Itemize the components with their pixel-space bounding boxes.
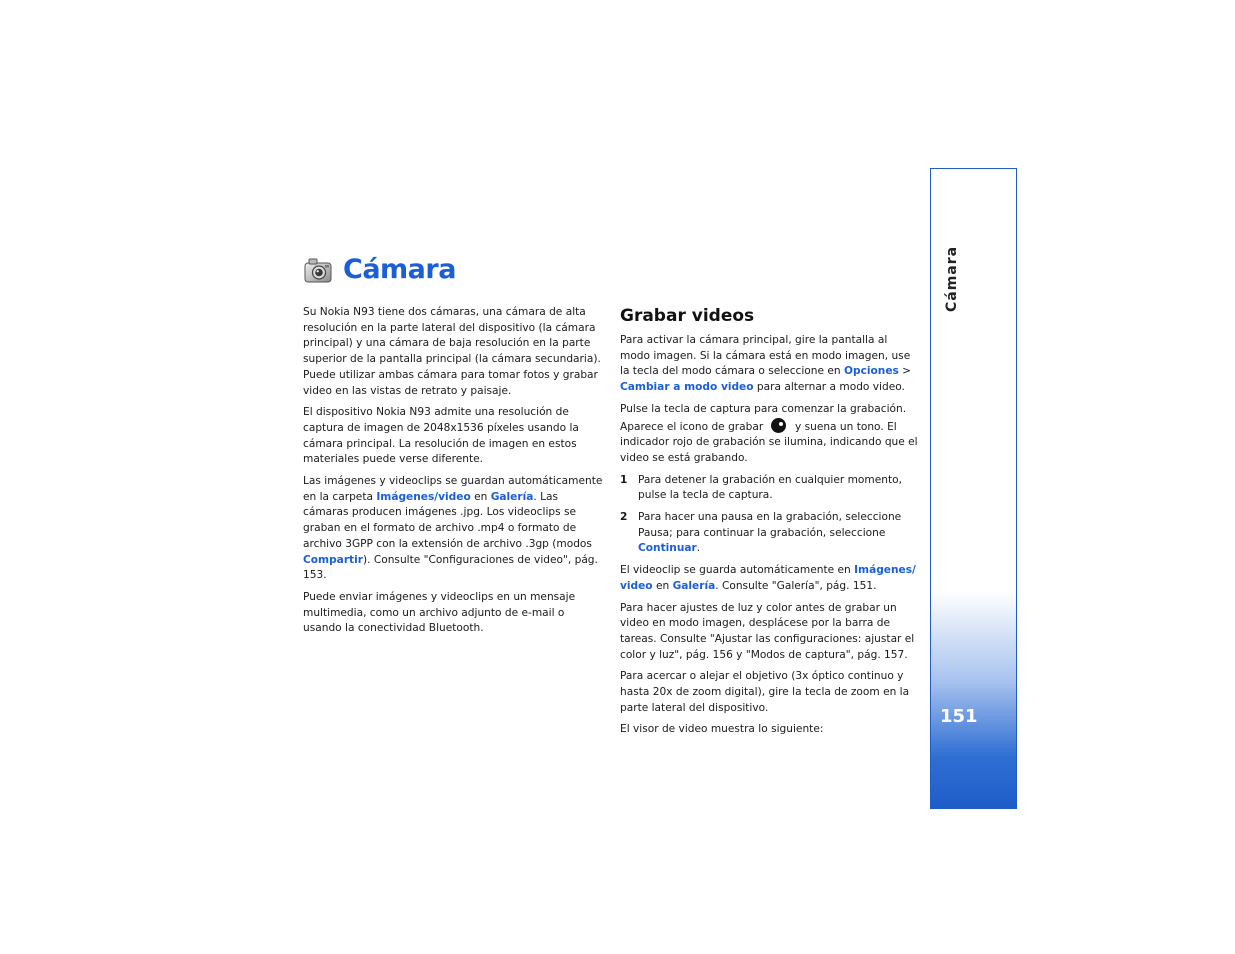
text: . Consulte "Galería", pág. 151. [715, 579, 877, 592]
storage-paragraph [303, 474, 603, 584]
text: para alternar a modo video. [753, 381, 905, 394]
text: Pulse la tecla de captura para comenzar la grabación. Aparece el icono de grabar [620, 402, 907, 433]
intro-paragraph: Su Nokia N93 tiene dos cámaras, una cámara de alta resolución en la parte lateral del dispositivo (la cámara principal) y una cámara de baja resolución en la parte superior de la pantalla principal (la cámara secundaria). Puede utilizar ambas cámara para tomar fotos y grabar video en las vistas de retrato y paisaje. [303, 306, 601, 397]
title-row [303, 250, 456, 290]
link-imagenes-video[interactable]: Imágenes/ video [620, 564, 916, 592]
section-heading: Grabar videos [620, 306, 755, 326]
text: . [696, 542, 701, 555]
record-paragraph [620, 402, 920, 467]
chapter-tab-label: Cámara [944, 245, 960, 312]
text: El videoclip se guarda automáticamente en [620, 564, 855, 577]
link-opciones[interactable]: Opciones [844, 365, 899, 378]
page-title: Cámara [343, 254, 456, 285]
step-number: 2 [620, 511, 628, 524]
text: y suena un tono. El indicador rojo de grabación se ilumina, indicando que el video se está grabando. [620, 420, 918, 464]
step-1 [620, 473, 920, 504]
viewfinder-paragraph: El visor de video muestra lo siguiente: [620, 723, 824, 736]
text: . Las cámaras producen imágenes .jpg. Los videoclips se graban en el formato de archivo .mp4 o formato de archivo 3GPP con la extensión de archivo .3gp (modos [303, 490, 592, 550]
link-continuar[interactable]: Continuar [638, 542, 697, 555]
page-number: 151 [940, 706, 978, 727]
camera-icon [303, 254, 335, 286]
light-color-paragraph: Para hacer ajustes de luz y color antes de grabar un video en modo imagen, desplácese por la barra de tareas. Consulte "Ajustar las configuraciones: ajustar el color y luz", pág. 156 y "Modos de captura", pág. 157. [620, 601, 915, 661]
save-note [620, 563, 920, 594]
link-cambiar-modo-video[interactable]: Cambiar a modo video [620, 381, 754, 394]
record-icon [771, 418, 786, 433]
text: > [898, 365, 912, 378]
link-compartir[interactable]: Compartir [303, 553, 363, 566]
activate-paragraph [620, 333, 920, 396]
right-column [620, 306, 920, 744]
link-imagenes-video[interactable]: Imágenes/video [376, 490, 471, 503]
link-galeria[interactable]: Galería [672, 579, 716, 592]
resolution-paragraph: El dispositivo Nokia N93 admite una resolución de captura de imagen de 2048x1536 píxeles usando la cámara principal. La resolución de imagen en estos materiales puede verse diferente. [303, 406, 579, 466]
zoom-paragraph: Para acercar o alejar el objetivo (3x óptico continuo y hasta 20x de zoom digital), gire la tecla de zoom en la parte lateral del dispositivo. [620, 670, 910, 714]
text: en [652, 579, 673, 592]
text: Las imágenes y videoclips se guardan automáticamente en la carpeta [303, 475, 603, 503]
link-galeria[interactable]: Galería [490, 490, 534, 503]
step-number: 1 [620, 473, 628, 486]
step-2 [620, 510, 920, 557]
step-text [638, 510, 920, 557]
text: Para hacer una pausa en la grabación, seleccione Pausa; para continuar la grabación, seleccione [638, 511, 902, 539]
text: en [470, 490, 491, 503]
text: Para activar la cámara principal, gire la pantalla al modo imagen. Si la cámara está en modo imagen, use la tecla del modo cámara o seleccione en [620, 334, 911, 378]
left-column [303, 305, 603, 643]
sharing-paragraph: Puede enviar imágenes y videoclips en un mensaje multimedia, como un archivo adjunto de e-mail o usando la conectividad Bluetooth. [303, 590, 576, 635]
step-text: Para detener la grabación en cualquier momento, pulse la tecla de captura. [638, 473, 902, 502]
text: ). Consulte "Configuraciones de video", pág. 153. [303, 553, 598, 582]
